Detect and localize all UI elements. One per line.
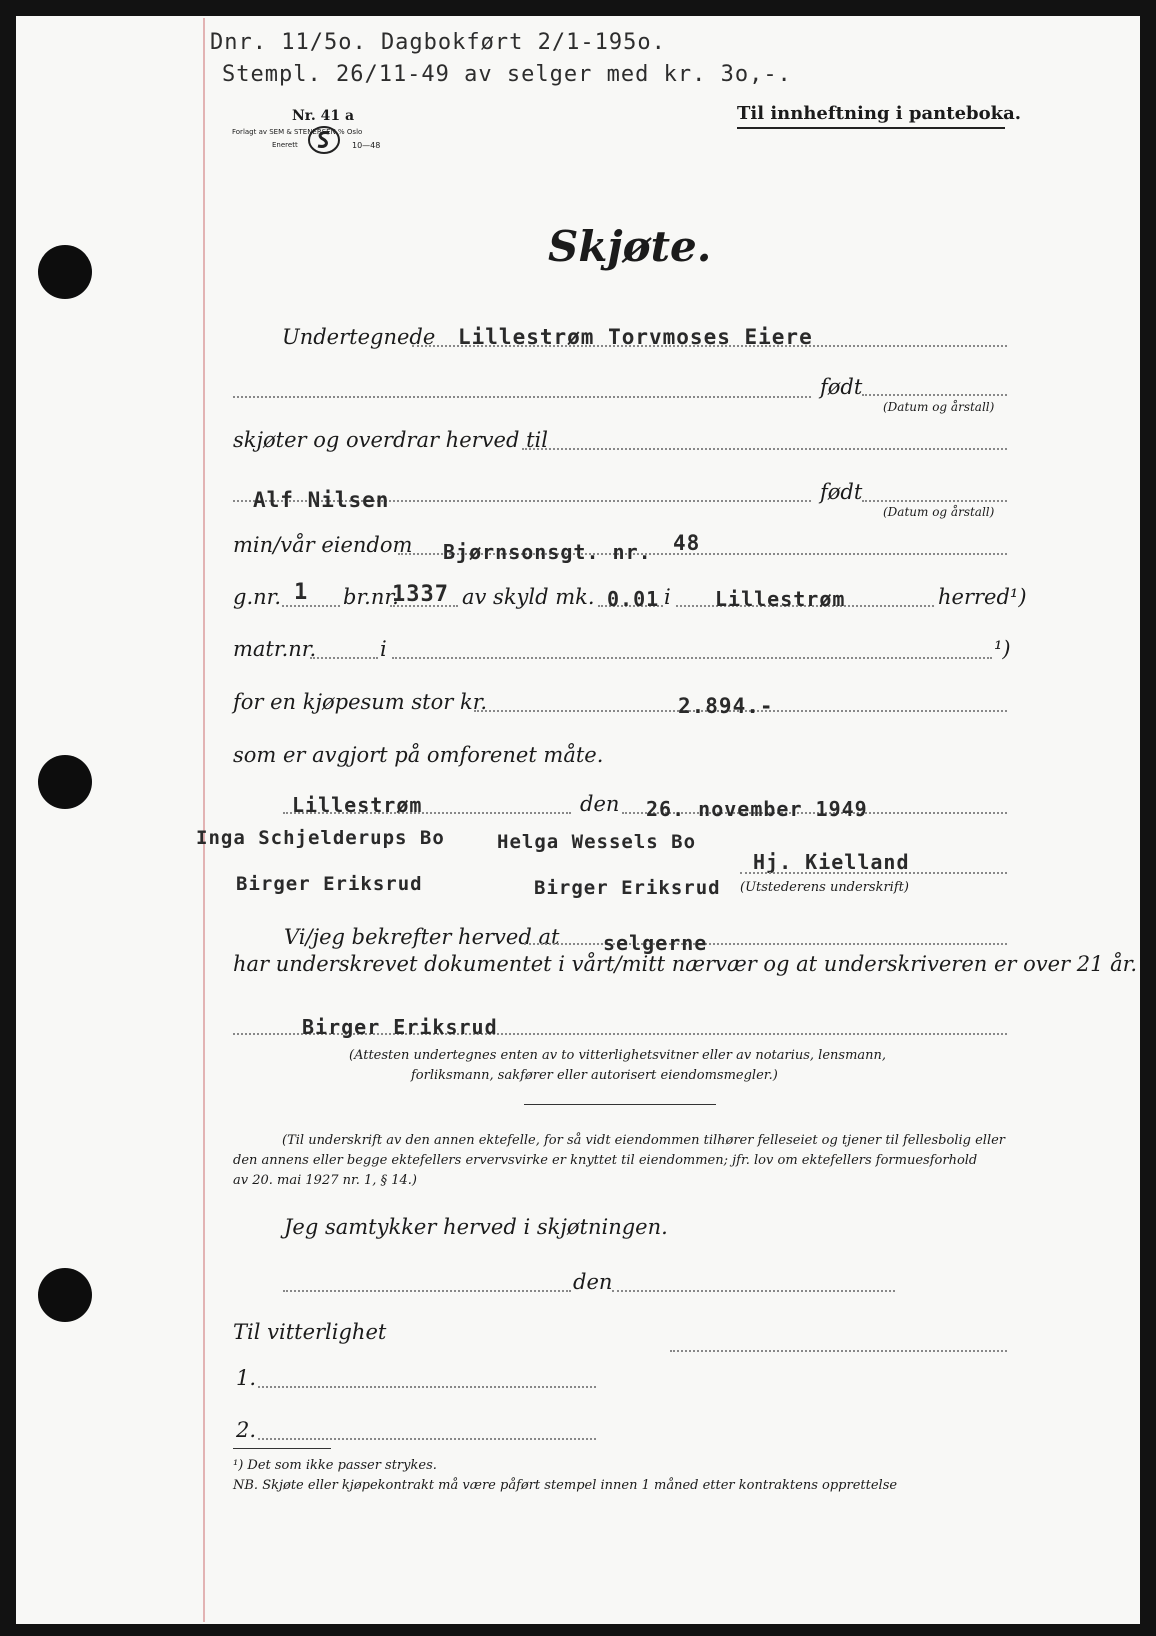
gnr-value: 1: [294, 580, 309, 605]
footnote-1: ¹) Det som ikke passer strykes.: [233, 1458, 437, 1473]
seller-birth-line: [233, 396, 811, 398]
witness-2-line: [258, 1438, 596, 1440]
attest-selgerne: selgerne: [603, 931, 708, 955]
signature-1: Birger Eriksrud: [236, 873, 423, 895]
datum-hint-1: (Datum og årstall): [883, 400, 995, 414]
avgjort-text: som er avgjort på omforenet måte.: [233, 743, 604, 767]
footnote-nb: NB. Skjøte eller kjøpekontrakt må være påført stempel innen 1 måned etter kontraktens opprettelse: [233, 1478, 898, 1493]
document-title: Skjøte.: [548, 222, 712, 271]
utsteder-label: (Utstederens underskrift): [740, 880, 909, 895]
attest-note-1: (Attesten undertegnes enten av to vitterlighetsvitner eller av notarius, lensmann,: [349, 1048, 887, 1063]
seller-name: Lillestrøm Torvmoses Eiere: [458, 325, 813, 349]
matr-label: matr.nr.: [233, 637, 317, 661]
matr-line: [310, 657, 378, 659]
witness-signature: Birger Eriksrud: [302, 1015, 498, 1039]
skyld-label: av skyld mk.: [462, 585, 595, 609]
skjoter-label: skjøter og overdrar herved til: [233, 428, 548, 452]
attest-statement: har underskrevet dokumentet i vårt/mitt nærvær og at underskriveren er over 21 år.: [233, 952, 1138, 976]
separator-line: [524, 1104, 716, 1105]
attest-line: [524, 943, 1007, 945]
seller-date-line: [862, 394, 1007, 396]
witness-1-line: [258, 1386, 596, 1388]
signature-2: Birger Eriksrud: [534, 877, 721, 899]
vitterlighet-sign-line: [670, 1350, 1007, 1352]
undertegnede-label: Undertegnede: [282, 325, 436, 349]
fodt-label-2: født: [820, 480, 863, 504]
kjopesum-value: 2.894.-: [678, 694, 774, 718]
skyld-value: 0.01: [607, 587, 660, 611]
matr-herred-line: [392, 657, 992, 659]
date-value: 26. november 1949: [646, 797, 868, 821]
form-enerett: Enerett: [272, 141, 298, 149]
form-date: 10—48: [352, 141, 381, 150]
matr-i-label: i: [380, 637, 387, 661]
kjopesum-label: for en kjøpesum stor kr.: [233, 690, 488, 714]
i-label: i: [664, 585, 671, 609]
buyer-name: Alf Nilsen: [253, 488, 390, 512]
consent-place-line: [283, 1290, 571, 1292]
consent-den-label: den: [573, 1270, 613, 1294]
brnr-label: br.nr.: [343, 585, 399, 609]
spouse-note-3: av 20. mai 1927 nr. 1, § 14.): [233, 1173, 417, 1188]
estate-2: Helga Wessels Bo: [497, 831, 697, 853]
spouse-note-2: den annens eller begge ektefellers ervervsvirke er knyttet til eiendommen; jfr. lov om ektefellers formuesforhold: [233, 1153, 978, 1168]
matr-sup: ¹): [994, 637, 1011, 661]
footnote-rule: [233, 1448, 331, 1449]
attest-label: Vi/jeg bekrefter herved at: [284, 925, 560, 949]
margin-rule: [203, 18, 205, 1622]
consent-text: Jeg samtykker herved i skjøtningen.: [284, 1215, 668, 1239]
top-right-note: Til innheftning i panteboka.: [737, 103, 1022, 124]
spouse-note-1: (Til underskrift av den annen ektefelle, for så vidt eiendommen tilhører felleseiet og tjener til fellesbolig eller: [282, 1133, 1006, 1148]
herred-label: herred¹): [938, 585, 1027, 609]
estate-1: Inga Schjelderups Bo: [196, 827, 445, 849]
place-value: Lillestrøm: [292, 793, 423, 817]
top-right-underline: [737, 127, 1005, 129]
property-address: Bjørnsonsgt. nr.: [443, 540, 652, 564]
vitterlighet-label: Til vitterlighet: [233, 1320, 387, 1344]
punch-hole-bottom: [38, 1268, 92, 1322]
consent-date-line: [612, 1290, 895, 1292]
den-label: den: [580, 792, 620, 816]
attest-note-2: forliksmann, sakfører eller autorisert eiendomsmegler.): [411, 1068, 778, 1083]
header-line-1: Dnr. 11/5o. Dagbokført 2/1-195o.: [210, 30, 666, 55]
form-number: Nr. 41 a: [292, 108, 355, 124]
buyer-date-line: [862, 500, 1007, 502]
eiendom-label: min/vår eiendom: [233, 533, 413, 557]
signature-line: [740, 872, 1007, 874]
skjoter-line: [522, 448, 1007, 450]
gnr-label: g.nr.: [233, 585, 282, 609]
publisher-logo-icon: [307, 125, 341, 155]
punch-hole-top: [38, 245, 92, 299]
property-number: 48: [673, 531, 701, 555]
witness-2-label: 2.: [236, 1418, 257, 1442]
witness-1-label: 1.: [236, 1366, 257, 1390]
header-line-2: Stempl. 26/11-49 av selger med kr. 3o,-.: [222, 62, 792, 87]
gnr-line: [282, 605, 340, 607]
signer-kielland: Hj. Kielland: [753, 850, 910, 874]
form-publisher: Forlagt av SEM & STENERSEN % Oslo: [232, 128, 363, 136]
herred-value: Lillestrøm: [715, 587, 846, 611]
fodt-label-1: født: [820, 375, 863, 399]
brnr-value: 1337: [392, 582, 449, 607]
datum-hint-2: (Datum og årstall): [883, 505, 995, 519]
punch-hole-middle: [38, 755, 92, 809]
